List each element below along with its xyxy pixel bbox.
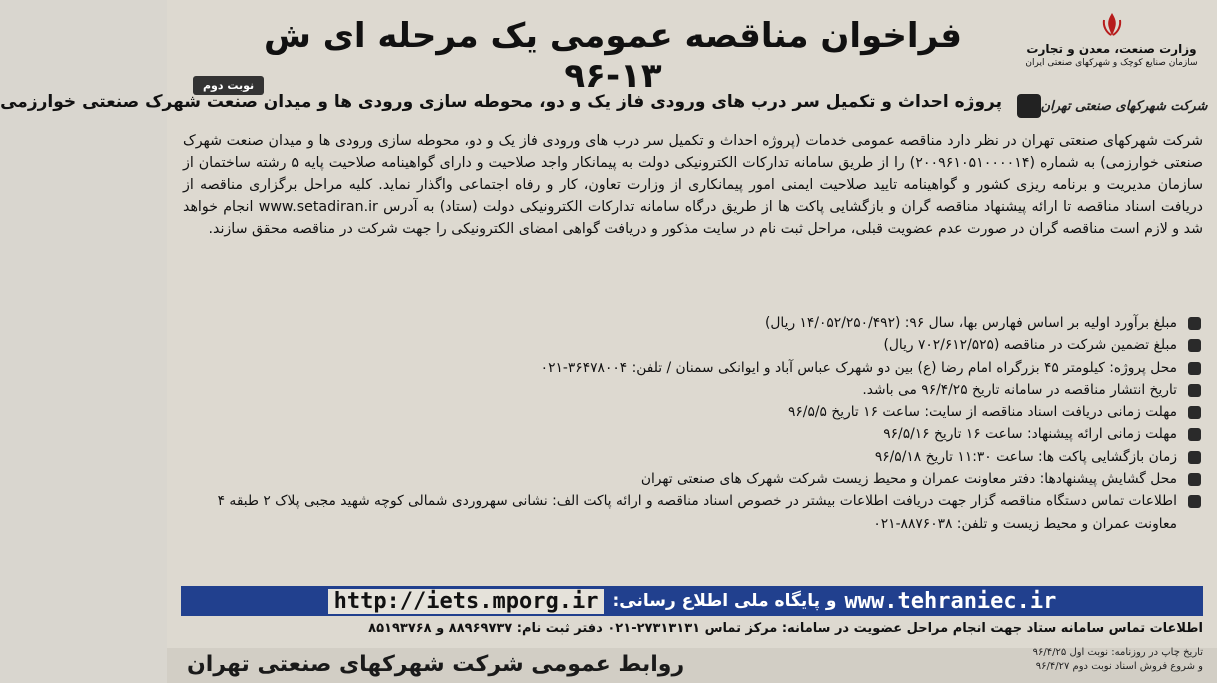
bullet-icon <box>1188 406 1201 419</box>
list-item: مبلغ برآورد اولیه بر اساس فهارس بها، سال ۹۶: (۱۴/۰۵۲/۲۵۰/۴۹۲ ریال) <box>183 312 1203 334</box>
public-relations-signature: روابط عمومی شرکت شهرکهای صنعتی تهران <box>187 652 685 677</box>
list-item: محل پروژه: کیلومتر ۴۵ بزرگراه امام رضا (ع) بین دو شهرک عباس آباد و ایوانکی سمنان / تلفن: ۳۶۴۷۸۰۰۴-۰۲۱ <box>183 357 1203 379</box>
body-paragraph: شرکت شهرکهای صنعتی تهران در نظر دارد مناقصه عمومی خدمات (پروژه احداث و تکمیل سر درب های ورودی فاز یک و دو، محوطه سازی ورودی ها و میدان صنعت شهرک صنعتی خوارزمی) به شماره (۲۰۰۹۶۱۰۵۱۰۰۰۰۱۴) را از طریق سامانه تدارکات الکترونیکی دولت به پیمانکار واجد صلاحیت و دارای گواهینامه صلاحیت پایه ۵ رشته ساختمان از سازمان مدیریت و برنامه ریزی کشور و گواهینامه تایید صلاحیت ایمنی امور پیمانکاری از وزارت تعاون، کار و رفاه اجتماعی واگذار نماید. کلیه مراحل برگزاری مناقصه از دریافت اسناد مناقصه تا ارائه پیشنهاد مناقصه گران و بازگشایی پاکت ها از طریق درگاه سامانه تدارکات الکترونیکی دولت (ستاد) به آدرس www.setadiran.ir انجام خواهد شد و لازم است مناقصه گران در صورت عدم عضویت قبلی، مراحل ثبت نام در سایت مذکور و دریافت گواهی امضای الکترونیکی را جهت شرکت در مناقصه محقق سازند. <box>183 133 1204 237</box>
iran-emblem-icon <box>1097 10 1127 40</box>
bullet-icon <box>1188 317 1201 330</box>
company-logo-block <box>1009 86 1209 126</box>
website-band <box>181 586 1203 616</box>
bullet-icon <box>1188 473 1201 486</box>
tehraniec-link[interactable]: www.tehraniec.ir <box>844 588 1057 614</box>
list-item: مبلغ تضمین شرکت در مناقصه (۷۰۲/۶۱۲/۵۲۵ ریال) <box>183 334 1203 356</box>
ministry-name: وزارت صنعت، معدن و تجارت <box>1026 42 1197 56</box>
notice-body <box>183 130 1203 240</box>
portal-label: و پایگاه ملی اطلاع رسانی: <box>612 591 837 611</box>
sale-start-line: و شروع فروش اسناد نوبت دوم ۹۶/۴/۲۷ <box>1035 661 1203 672</box>
project-title: پروژه احداث و تکمیل سر درب های ورودی فاز یک و دو، محوطه سازی ورودی ها و میدان صنعت شهرک صنعتی خوارزمی <box>0 92 1002 112</box>
list-item: مهلت زمانی ارائه پیشنهاد: ساعت ۱۶ تاریخ ۹۶/۵/۱۶ <box>183 423 1203 445</box>
list-item: محل گشایش پیشنهادها: دفتر معاونت عمران و محیط زیست شرکت شهرک های صنعتی تهران <box>183 468 1203 490</box>
print-info <box>993 646 1203 674</box>
bullet-icon <box>1188 428 1201 441</box>
company-logo-icon <box>1017 94 1041 118</box>
setad-contact: اطلاعات تماس سامانه ستاد جهت انجام مراحل عضویت در سامانه: مرکز تماس ۲۷۳۱۳۱۳۱-۰۲۱ دفتر ثبت نام: ۸۸۹۶۹۷۳۷ و ۸۵۱۹۳۷۶۸ <box>368 621 1203 636</box>
bullet-icon <box>1188 384 1201 397</box>
iets-link[interactable]: http://iets.mporg.ir <box>328 589 605 614</box>
bullet-icon <box>1188 451 1201 464</box>
bullet-icon <box>1188 495 1201 508</box>
round-badge: نوبت دوم <box>193 76 264 95</box>
bullet-icon <box>1188 339 1201 352</box>
company-name: شرکت شهرکهای صنعتی تهران <box>1040 98 1208 114</box>
ministry-block <box>1014 6 1209 78</box>
bullet-icon <box>1188 362 1201 375</box>
details-list <box>183 312 1203 535</box>
header <box>175 6 1209 96</box>
list-item: تاریخ انتشار مناقصه در سامانه تاریخ ۹۶/۴/۲۵ می باشد. <box>183 379 1203 401</box>
list-item: اطلاعات تماس دستگاه مناقصه گزار جهت دریافت اطلاعات بیشتر در خصوص اسناد مناقصه و ارائه پاکت الف: نشانی سهروردی شمالی کوچه شهید مجبی پلاک ۲ طبقه ۴ معاونت عمران و محیط زیست و تلفن: ۸۸۷۶۰۳۸-۰۲۱ <box>183 490 1203 535</box>
organization-name: سازمان صنایع کوچک و شهرکهای صنعتی ایران <box>1025 58 1198 68</box>
main-title: فراخوان مناقصه عمومی یک مرحله ای ش ۱۳-۹۶ <box>264 16 962 96</box>
list-item: زمان بازگشایی پاکت ها: ساعت ۱۱:۳۰ تاریخ ۹۶/۵/۱۸ <box>183 446 1203 468</box>
list-item: مهلت زمانی دریافت اسناد مناقصه از سایت: ساعت ۱۶ تاریخ ۹۶/۵/۵ <box>183 401 1203 423</box>
print-date-line: تاریخ چاپ در روزنامه: نوبت اول ۹۶/۴/۲۵ <box>1032 647 1203 658</box>
